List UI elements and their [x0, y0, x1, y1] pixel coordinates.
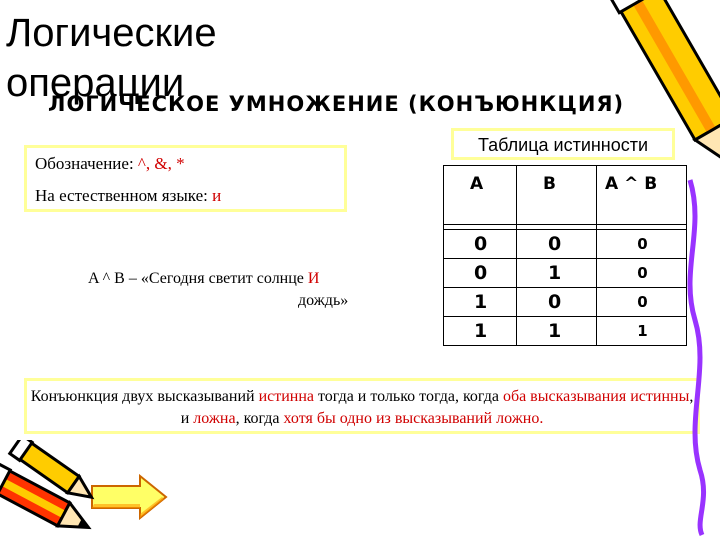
table-cell: 0: [444, 259, 517, 288]
table-cell: 0: [444, 230, 517, 259]
natural-language-label: На естественном языке:: [35, 186, 213, 205]
example-conjunction: И: [307, 270, 320, 287]
table-cell: 0: [597, 230, 687, 259]
notation-line: [35, 154, 336, 174]
table-cell: 1: [517, 317, 597, 346]
example-part-2: дождь»: [298, 292, 349, 309]
notation-box: [24, 145, 347, 212]
notation-label: Обозначение:: [35, 154, 138, 173]
truth-table-label: Таблица истинности: [451, 128, 675, 160]
table-cell: 0: [597, 288, 687, 317]
table-cell: 0: [597, 259, 687, 288]
definition-highlight: ложна: [193, 410, 236, 427]
definition-text: , когда: [235, 410, 284, 427]
table-cell: 1: [597, 317, 687, 346]
table-header-cell: B: [517, 166, 597, 225]
pencil-icon: [0, 440, 120, 540]
example-text: [88, 268, 388, 312]
table-cell: 0: [517, 288, 597, 317]
table-cell: 1: [517, 259, 597, 288]
title-line-1: Логические: [6, 11, 217, 55]
example-line-1: [88, 268, 388, 290]
table-header-cell: A ^ B: [597, 166, 687, 225]
table-header-cell: A: [444, 166, 517, 225]
table-cell: 0: [517, 230, 597, 259]
notation-symbols: ^, &, *: [137, 154, 185, 173]
definition-highlight: истинна: [258, 388, 315, 405]
subtitle: ЛОГИЧЕСКОЕ УМНОЖЕНИЕ (КОНЪЮНКЦИЯ): [48, 92, 625, 116]
definition-text: , и: [180, 388, 694, 427]
example-part-1: A ^ B – «Сегодня светит солнце: [88, 270, 308, 287]
natural-language-line: [35, 186, 336, 206]
natural-language-word: и: [212, 186, 222, 205]
definition-text: тогда и только тогда, когда: [314, 388, 503, 405]
definition-highlight: хотя бы одно из высказываний ложно.: [283, 410, 544, 427]
table-cell: 1: [444, 317, 517, 346]
pencil-icon: [590, 0, 720, 540]
title-line-2: операции: [6, 61, 185, 105]
definition-text: Конъюнкция двух высказываний: [30, 388, 259, 405]
table-cell: 1: [444, 288, 517, 317]
definition-highlight: оба высказывания истинны: [502, 388, 690, 405]
